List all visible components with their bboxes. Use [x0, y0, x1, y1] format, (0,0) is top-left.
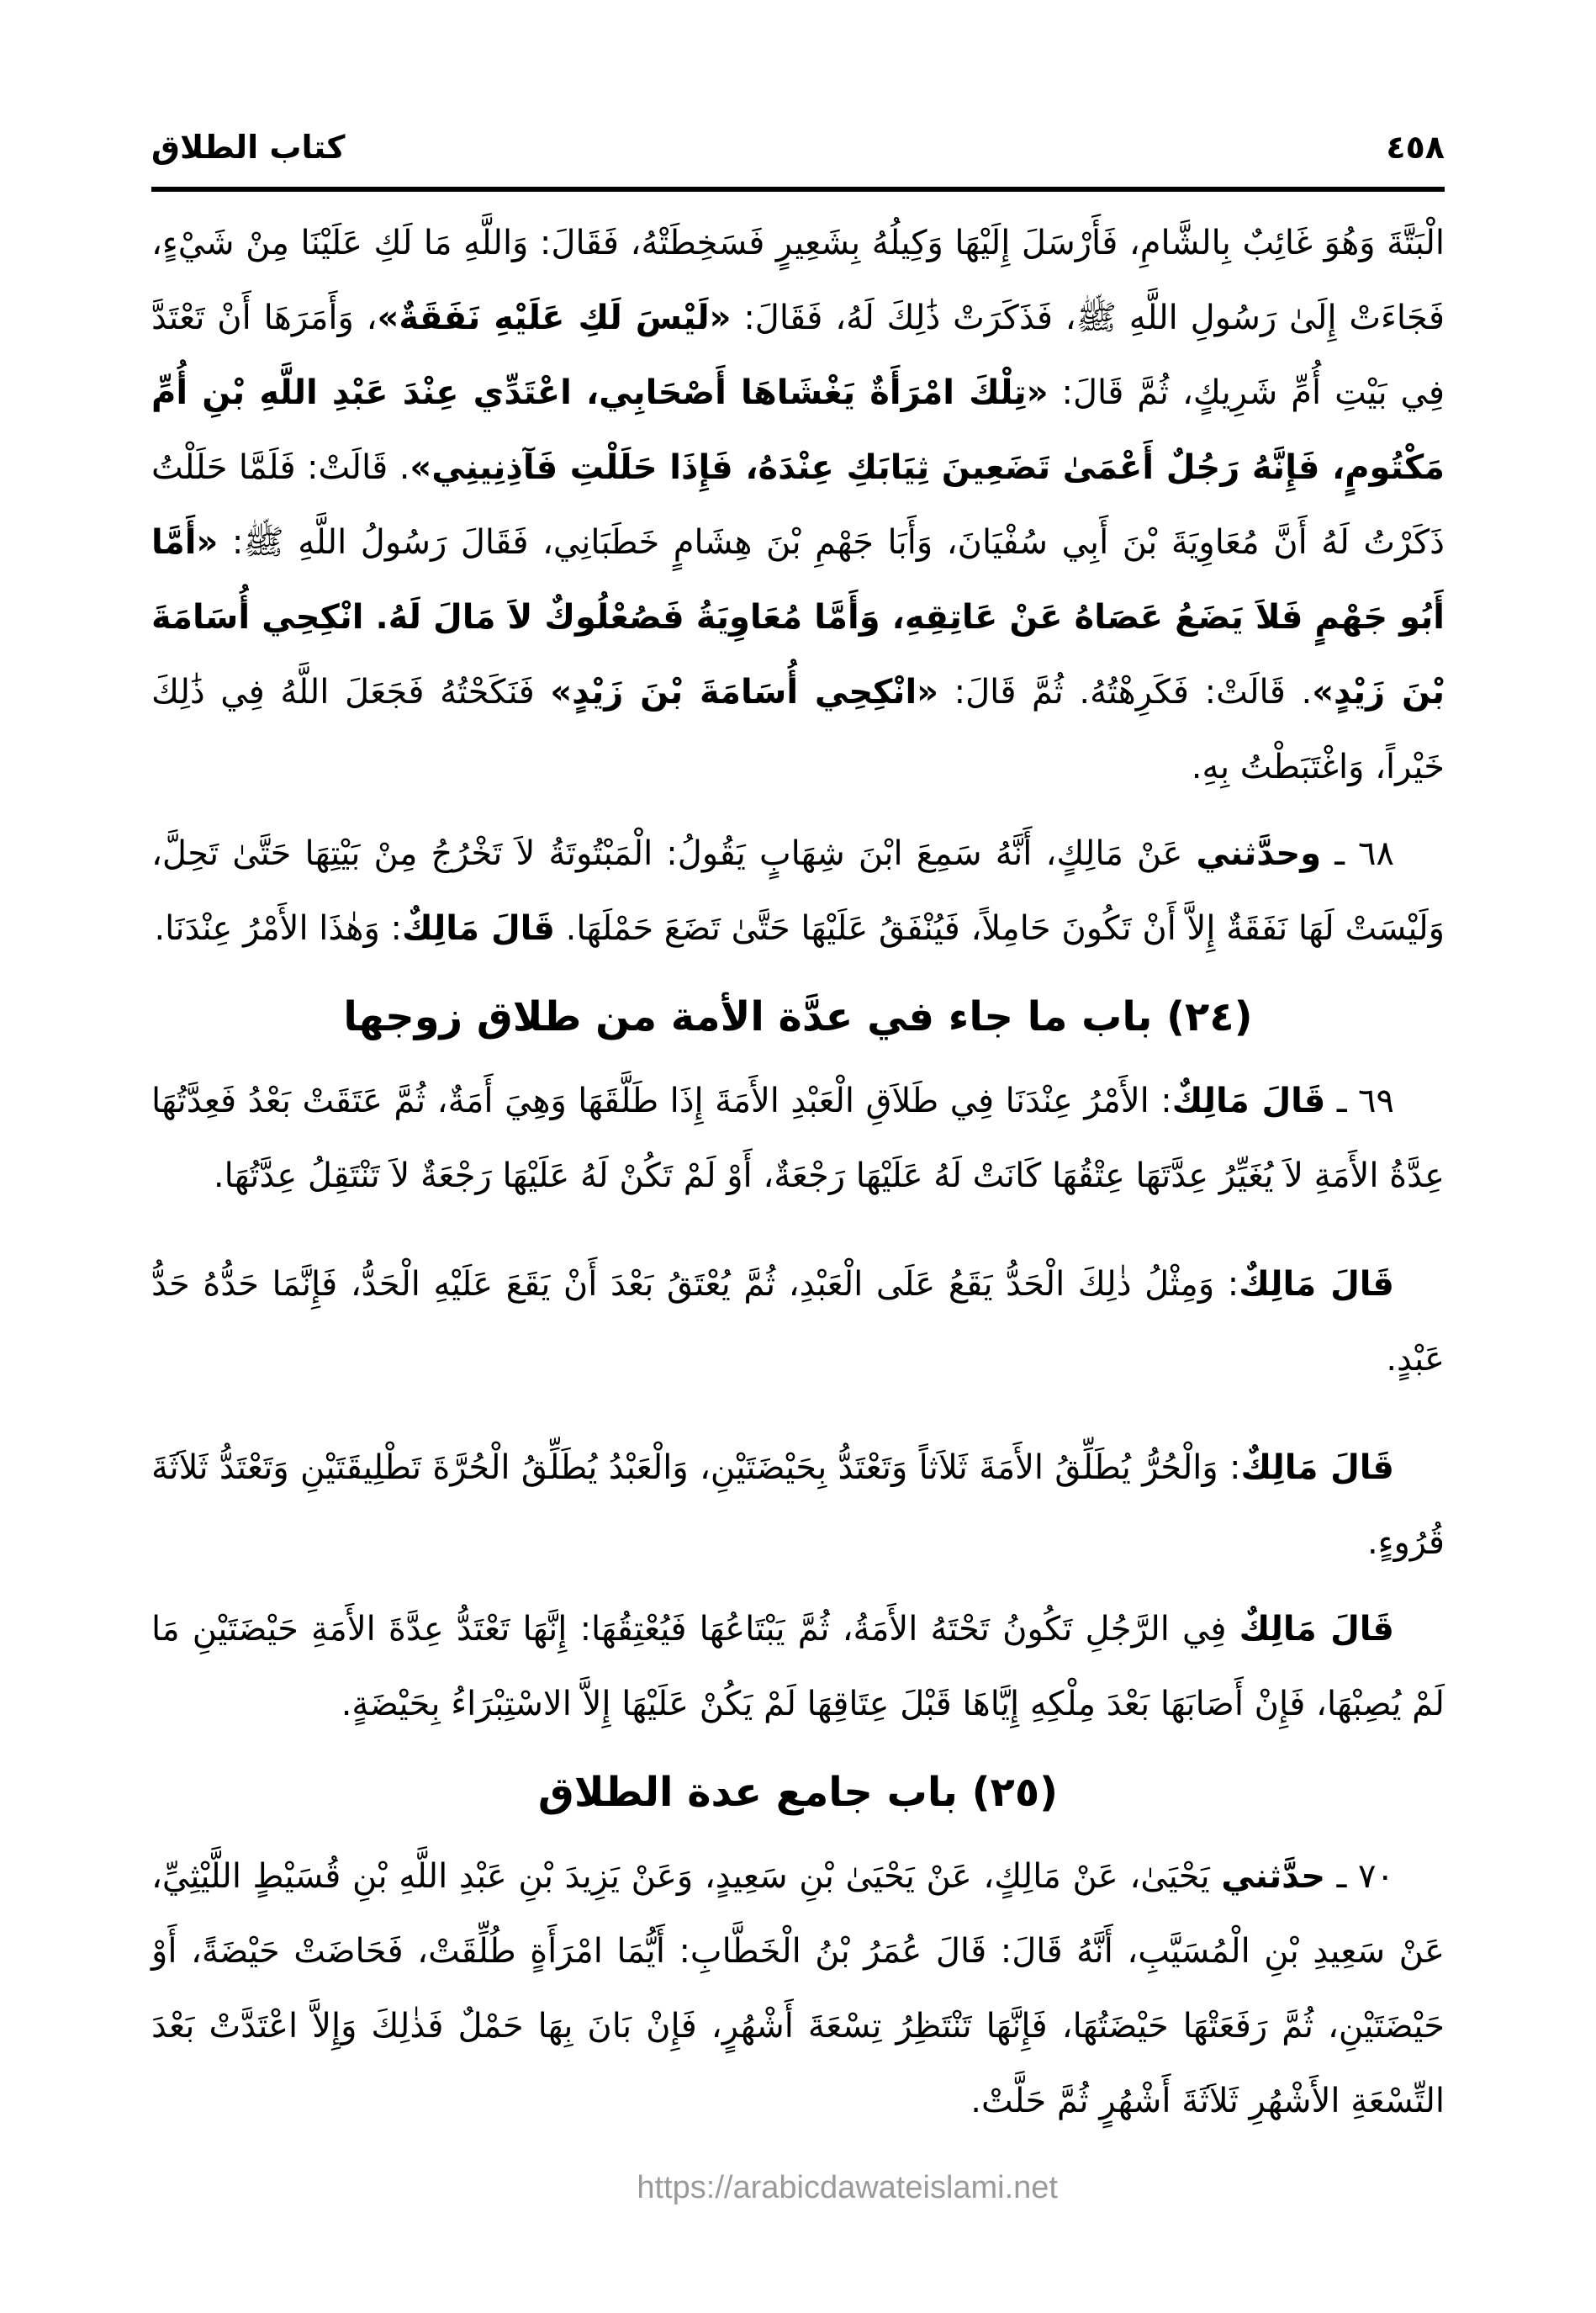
hadith-text: : الأَمْرُ عِنْدَنَا فِي طَلاَقِ الْعَبْدِ الأَمَةَ إِذَا طَلَّقَهَا وَهِيَ أَمَةٌ، ثُمَّ عَتَقَتْ بَعْدُ فَعِدَّتُهَا عِدَّةُ الأَمَةِ لاَ يُغَيِّرُ عِدَّتَهَا عِتْقُهَا كَانَتْ لَهُ عَلَيْهَا رَجْعَةٌ، أَوْ لَمْ تَكُنْ لَهُ عَلَيْهَا رَجْعَةٌ لاَ تَنْتَقِلُ عِدَّتُهَا.: [151, 1082, 1445, 1195]
hadith-69: [151, 1064, 1445, 1214]
page-body: [151, 206, 1445, 2139]
hadith-text: يَحْيَىٰ، عَنْ مَالِكٍ، عَنْ يَحْيَىٰ بْنِ سَعِيدٍ، وَعَنْ يَزِيدَ بْنِ عَبْدِ اللَّهِ بْنِ قُسَيْطٍ اللَّيْثِيِّ، عَنْ سَعِيدِ بْنِ الْمُسَيَّبِ، أَنَّهُ قَالَ: قَالَ عُمَرُ بْنُ الْخَطَّابِ: أَيُّمَا امْرَأَةٍ طُلِّقَتْ، فَحَاضَتْ حَيْضَةً، أَوْ حَيْضَتَيْنِ، ثُمَّ رَفَعَتْهَا حَيْضَتُهَا، فَإِنَّهَا تَنْتَظِرُ تِسْعَةَ أَشْهُرٍ، فَإِنْ بَانَ بِهَا حَمْلٌ فَذٰلِكَ وَإِلاَّ اعْتَدَّتْ بَعْدَ التِّسْعَةِ الأَشْهُرِ ثَلاَثَةَ أَشْهُرٍ ثُمَّ حَلَّتْ.: [151, 1857, 1445, 2120]
prophetic-quote: «لَيْسَ لَكِ عَلَيْهِ نَفَقَةٌ»: [377, 299, 732, 337]
note-text: : وَمِثْلُ ذٰلِكَ الْحَدُّ يَقَعُ عَلَى الْعَبْدِ، ثُمَّ يُعْتَقُ بَعْدَ أَنْ يَقَعَ عَلَيْهِ الْحَدُّ، فَإِنَّمَا حَدُّهُ حَدُّ عَبْدٍ.: [151, 1265, 1445, 1379]
book-page: [151, 0, 1445, 2313]
hadith-text: عَنْ مَالِكٍ، أَنَّهُ سَمِعَ ابْنَ شِهَابٍ يَقُولُ: الْمَبْتُوتَةُ لاَ تَخْرُجُ مِنْ بَيْتِهَا حَتَّىٰ تَحِلَّ، وَلَيْسَتْ لَهَا نَفَقَةٌ إِلاَّ أَنْ تَكُونَ حَامِلاً، فَيُنْفَقُ عَلَيْهَا حَتَّىٰ تَضَعَ حَمْلَهَا.: [151, 834, 1445, 948]
hadith-lead: وحدَّثني: [1196, 834, 1322, 873]
hadith-70: [151, 1839, 1445, 2139]
prophetic-quote: «تِلْكَ امْرَأَةٌ يَغْشَاهَا أَصْحَابِي، اعْتَدِّي عِنْدَ عَبْدِ اللَّهِ بْنِ أُمِّ مَكْتُومٍ، فَإِنَّهُ رَجُلٌ أَعْمَىٰ تَضَعِينَ ثِيَابَكِ عِنْدَهُ، فَإِذَا حَلَلْتِ فَآذِنِينِي»: [151, 373, 1445, 487]
malik-said: قَالَ مَالِكٌ: [401, 909, 555, 948]
note-text: : وَالْحُرُّ يُطَلِّقُ الأَمَةَ ثَلاَثاً وَتَعْتَدُّ بِحَيْضَتَيْنِ، وَالْعَبْدُ يُطَلِّقُ الْحُرَّةَ تَطْلِيقَتَيْنِ وَتَعْتَدُّ ثَلاَثَةَ قُرُوءٍ.: [151, 1448, 1445, 1562]
text-segment: . قَالَتْ: فَلَمَّا حَلَلْتُ ذَكَرْتُ لَهُ أَنَّ مُعَاوِيَةَ بْنَ أَبِي سُفْيَانَ، وَأَبَا جَهْمِ بْنَ هِشَامٍ خَطَبَانِي، فَقَالَ رَسُولُ اللَّهِ ﷺ:: [151, 448, 1445, 562]
text-segment: فَنَكَحْتُهُ فَجَعَلَ اللَّهُ فِي ذَٰلِكَ خَيْراً، وَاغْتَبَطْتُ بِهِ.: [151, 673, 1445, 786]
text-segment: . قَالَتْ: فَكَرِهْتُهُ. ثُمَّ قَالَ:: [938, 673, 1313, 712]
hadith-number: ٦٩ ـ: [1325, 1082, 1394, 1120]
malik-note-3: [151, 1592, 1445, 1742]
hadith-68: [151, 817, 1445, 966]
malik-said: قَالَ مَالِكٌ: [1240, 1448, 1394, 1487]
paragraph-continued-hadith: [151, 206, 1445, 805]
hadith-number: ٧٠ ـ: [1325, 1857, 1394, 1896]
prophetic-quote: «أَمَّا أَبُو جَهْمٍ فَلاَ يَضَعُ عَصَاهُ عَنْ عَاتِقِهِ، وَأَمَّا مُعَاوِيَةُ فَصُعْلُوكٌ لاَ مَالَ لَهُ. انْكِحِي أُسَامَةَ بْنَ زَيْدٍ»: [151, 523, 1445, 712]
hadith-text: : وَهٰذَا الأَمْرُ عِنْدَنَا.: [154, 909, 402, 948]
malik-said: قَالَ مَالِكٌ: [1239, 1265, 1394, 1304]
hadith-number: ٦٨ ـ: [1321, 834, 1394, 873]
malik-said: قَالَ مَالِكٌ: [1239, 1610, 1394, 1649]
page-number: ٤٥٨: [1386, 129, 1445, 166]
malik-note-1: [151, 1247, 1445, 1397]
text-segment: الْبَتَّةَ وَهُوَ غَائِبٌ بِالشَّامِ، فَأَرْسَلَ إِلَيْهَا وَكِيلُهُ بِشَعِيرٍ فَسَخِطَتْهُ، فَقَالَ: وَاللَّهِ مَا لَكِ عَلَيْنَا مِنْ شَيْءٍ، فَجَاءَتْ إِلَىٰ رَسُولِ اللَّهِ ﷺ، فَذَكَرَتْ ذَٰلِكَ لَهُ، فَقَالَ:: [151, 224, 1445, 337]
chapter-heading-25: (٢٥) باب جامع عدة الطلاق: [537, 1769, 1059, 1816]
running-header: [151, 118, 1445, 177]
hadith-lead: حدَّثني: [1221, 1857, 1326, 1896]
watermark-url: https://arabicdawateislami.net: [637, 2170, 1058, 2205]
prophetic-quote: «انْكِحِي أُسَامَةَ بْنَ زَيْدٍ»: [550, 673, 938, 712]
text-segment: ، وَأَمَرَهَا أَنْ تَعْتَدَّ فِي بَيْتِ أُمِّ شَرِيكٍ، ثُمَّ قَالَ:: [151, 299, 1445, 412]
malik-said: قَالَ مَالِكٌ: [1171, 1082, 1326, 1120]
book-title: كتاب الطلاق: [151, 129, 346, 166]
header-rule: [151, 187, 1445, 192]
note-text: فِي الرَّجُلِ تَكُونُ تَحْتَهُ الأَمَةُ، ثُمَّ يَبْتَاعُهَا فَيُعْتِقُهَا: إِنَّهَا تَعْتَدُّ عِدَّةَ الأَمَةِ حَيْضَتَيْنِ مَا لَمْ يُصِبْهَا، فَإِنْ أَصَابَهَا بَعْدَ مِلْكِهِ إِيَّاهَا قَبْلَ عِتَاقِهَا لَمْ يَكُنْ عَلَيْهَا إِلاَّ الاسْتِبْرَاءُ بِحَيْضَةٍ.: [151, 1610, 1445, 1723]
chapter-heading-24: (٢٤) باب ما جاء في عدَّة الأمة من طلاق زوجها: [343, 993, 1253, 1040]
malik-note-2: [151, 1431, 1445, 1580]
